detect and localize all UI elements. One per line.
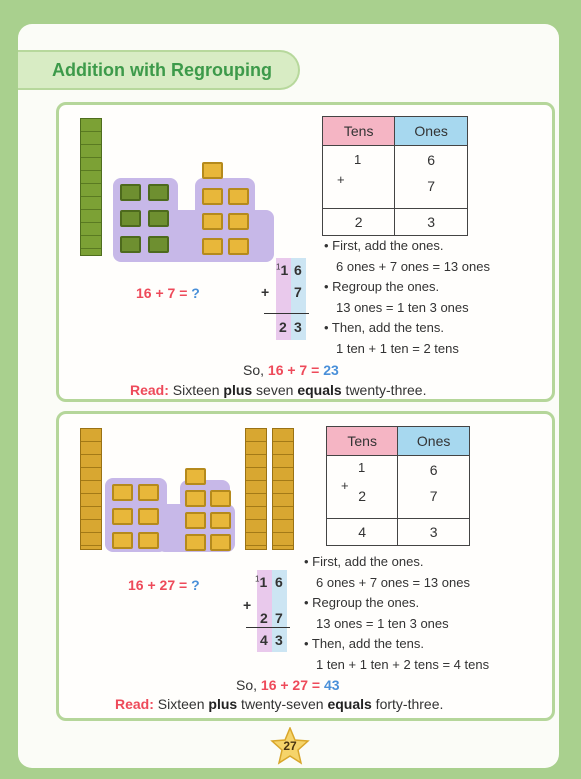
so-line-1: So, 16 + 7 = 23: [243, 362, 339, 378]
unit-cube: [112, 508, 133, 525]
unit-cube: [185, 468, 206, 485]
answer: 43: [323, 677, 340, 693]
step-line: 13 ones = 1 ten 3 ones: [336, 299, 469, 315]
tens-header: Tens: [323, 117, 395, 146]
ones-digit: 7: [294, 284, 302, 300]
step-line: 1 ten + 1 ten + 2 tens = 4 tens: [316, 656, 490, 672]
step-line: • Regroup the ones.: [324, 279, 440, 294]
carry-digit: 1: [354, 152, 362, 167]
tens-digit: 2: [358, 488, 367, 504]
step-line: • Then, add the tens.: [304, 636, 424, 651]
unit-cube: [228, 188, 249, 205]
ones-result: 3: [395, 209, 468, 236]
tens-header: Tens: [327, 427, 398, 456]
unit-cube: [210, 534, 231, 551]
step-line: • First, add the ones.: [304, 554, 424, 569]
ten-rod: [80, 428, 102, 550]
ones-result: 3: [398, 519, 470, 546]
unit-cube: [228, 238, 249, 255]
steps-2: [304, 552, 489, 675]
unit-cube: [120, 210, 141, 227]
unit-cube: [202, 188, 223, 205]
unit-cube: [148, 184, 169, 201]
page-title: Addition with Regrouping: [52, 60, 272, 80]
place-value-table-1: [322, 116, 468, 236]
read-line-2: Read: Sixteen plus twenty-seven equals forty-three.: [115, 696, 444, 712]
unit-cube: [120, 236, 141, 253]
unit-cube: [202, 213, 223, 230]
ones-digit-top: 6: [429, 462, 438, 478]
ones-digit-top: 6: [427, 152, 436, 168]
unit-cube: [148, 210, 169, 227]
sum-line: [264, 313, 309, 314]
problem-text: 16 + 7 =: [136, 285, 192, 301]
problem-text: 16 + 27 =: [128, 577, 192, 593]
ones-header: Ones: [398, 427, 470, 456]
unit-cube: [120, 184, 141, 201]
place-value-table-2: [326, 426, 470, 546]
plus-sign: +: [261, 284, 270, 300]
tens-result: 2: [323, 209, 395, 236]
plus-sign: +: [337, 172, 345, 187]
tens-digit: 2: [260, 610, 268, 626]
question-mark: ?: [191, 285, 200, 301]
result-tens: 2: [279, 319, 287, 335]
tens-cell: [323, 146, 395, 209]
so-line-2: So, 16 + 27 = 43: [236, 677, 340, 693]
ten-rod: [80, 118, 102, 256]
result-tens: 4: [260, 632, 268, 648]
steps-1: [324, 236, 490, 359]
unit-cube: [112, 484, 133, 501]
step-line: • Regroup the ones.: [304, 595, 420, 610]
unit-cube: [112, 532, 133, 549]
ones-digit-bottom: 7: [427, 178, 436, 194]
ten-rod: [245, 428, 267, 550]
unit-cube: [185, 490, 206, 507]
step-line: 1 ten + 1 ten = 2 tens: [336, 340, 459, 356]
ones-cell: [395, 146, 468, 209]
answer: 23: [323, 362, 339, 378]
ones-digit: 6: [275, 574, 283, 590]
unit-cube: [138, 508, 159, 525]
plus-sign: +: [243, 597, 252, 613]
problem-1: [136, 285, 200, 301]
step-line: • Then, add the tens.: [324, 320, 444, 335]
read-line-1: Read: Sixteen plus seven equals twenty-three.: [130, 382, 427, 398]
step-line: • First, add the ones.: [324, 238, 444, 253]
problem-2: [128, 577, 200, 593]
unit-cube: [138, 532, 159, 549]
step-line: 6 ones + 7 ones = 13 ones: [316, 574, 470, 590]
tens-result: 4: [327, 519, 398, 546]
page-number: 27: [283, 739, 297, 753]
ones-digit-bottom: 7: [429, 488, 438, 504]
sum-line: [246, 627, 290, 628]
ones-cell: [398, 456, 470, 519]
carry-digit: $^1$1: [255, 574, 268, 590]
ones-digit: 7: [275, 610, 283, 626]
unit-cube: [138, 484, 159, 501]
unit-cube: [185, 512, 206, 529]
unit-cube: [210, 490, 231, 507]
result-ones: 3: [275, 632, 283, 648]
result-ones: 3: [294, 319, 302, 335]
title-banner: [18, 50, 300, 90]
question-mark: ?: [191, 577, 200, 593]
unit-cube: [202, 162, 223, 179]
step-line: 6 ones + 7 ones = 13 ones: [336, 258, 490, 274]
unit-cube: [210, 512, 231, 529]
ones-header: Ones: [395, 117, 468, 146]
unit-cube: [185, 534, 206, 551]
carry-digit: $^1$1: [276, 262, 289, 278]
ones-digit: 6: [294, 262, 302, 278]
step-line: 13 ones = 1 ten 3 ones: [316, 615, 449, 631]
unit-cube: [148, 236, 169, 253]
unit-cube: [202, 238, 223, 255]
ten-rod: [272, 428, 294, 550]
unit-cube: [228, 213, 249, 230]
carry-digit: 1: [358, 460, 366, 475]
plus-sign: +: [341, 478, 349, 493]
tens-cell: [327, 456, 398, 519]
